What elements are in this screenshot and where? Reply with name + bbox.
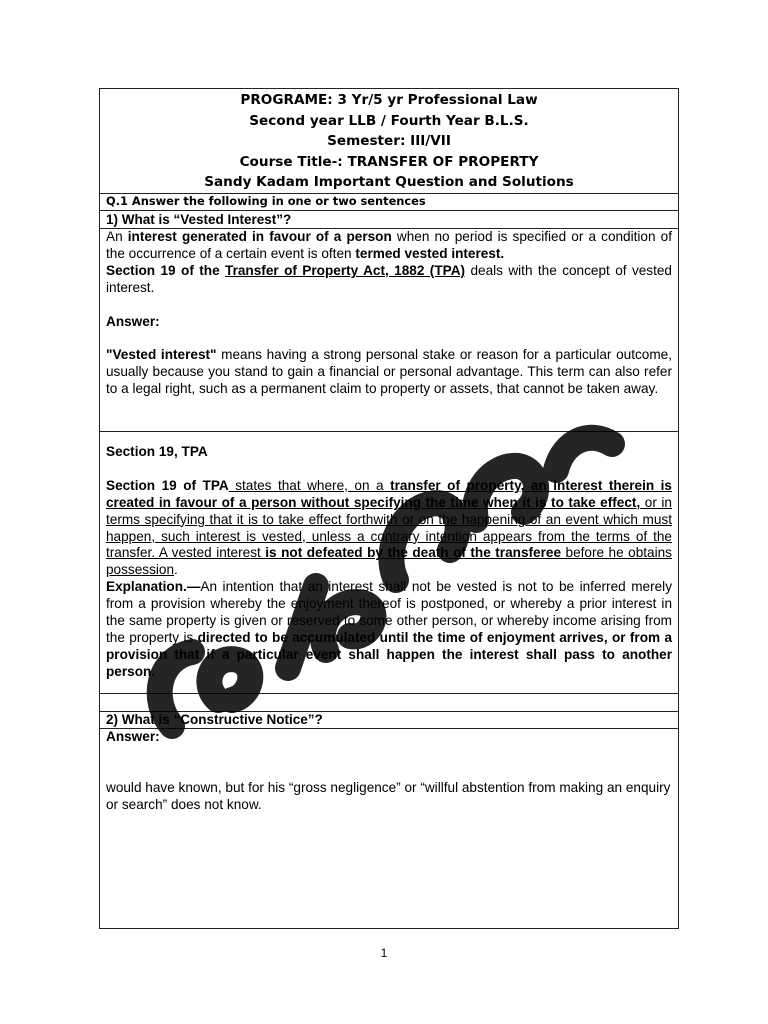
content-table bbox=[99, 88, 679, 929]
q1-instruction: Q.1 Answer the following in one or two sentences bbox=[106, 194, 426, 208]
spacer bbox=[106, 297, 672, 314]
program-title: PROGRAME: 3 Yr/5 yr Professional Law bbox=[240, 92, 538, 108]
section19-heading: Section 19, TPA bbox=[106, 444, 208, 459]
header-block bbox=[100, 89, 678, 193]
spacer bbox=[106, 461, 672, 478]
section19-block bbox=[100, 444, 678, 694]
question1-title: 1) What is “Vested Interest”? bbox=[106, 212, 292, 227]
vested-interest-definition: "Vested interest" means having a strong personal stake or reason for a particular outcome, usually because you stand to gain a financial or personal advantage. This term can also refer to a legal right, such as a permanent claim to property or assets, that cannot be taken away. bbox=[106, 347, 672, 397]
section19-explanation: Explanation.—An intention that an interest shall not be vested is not to be inferred merely from a provision whereby the enjoyment thereof is postponed, or whereby a prior interest in the same property is given or reserved to some other person, or whereby income arising from the property is directed to be accumulated until the time of enjoyment arrives, or from a provision that if a particular event shall happen the interest shall pass to another person. bbox=[106, 579, 673, 679]
page-number: 1 bbox=[380, 946, 388, 960]
question2-body bbox=[100, 729, 678, 929]
author-line: Sandy Kadam Important Question and Solutions bbox=[204, 174, 574, 191]
constructive-notice-text: would have known, but for his “gross negligence” or “willful abstention from making an enquiry or search” does not know. bbox=[106, 779, 671, 812]
section19-text: Section 19 of TPA states that where, on a transfer of property, an interest therein is created in favour of a person without specifying the time when it is to take effect, or in terms specifying that it is to take effect forthwith or on the happening of an event which must happen, such interest is vested, unless a contrary intention appears from the terms of the transfer. A vested interest is not defeated by the death of the transferee before he obtains possession. bbox=[106, 477, 672, 578]
course-title: Course Title-: TRANSFER OF PROPERTY bbox=[239, 153, 539, 170]
row-divider bbox=[100, 693, 678, 694]
question2-answer-label: Answer: bbox=[106, 729, 160, 744]
semester-line: Semester: III/VII bbox=[327, 133, 451, 150]
question2-title: 2) What is “Constructive Notice”? bbox=[106, 712, 323, 727]
question1-intro: An interest generated in favour of a person when no period is specified or a condition of the occurrence of a certain event is often termed vested interest. bbox=[106, 229, 672, 261]
question1-body bbox=[100, 229, 678, 431]
answer-label: Answer: bbox=[106, 313, 160, 329]
tpa-act-name: Transfer of Property Act, 1882 (TPA) bbox=[225, 262, 466, 278]
row-divider bbox=[100, 431, 678, 432]
year-line: Second year LLB / Fourth Year B.L.S. bbox=[249, 112, 529, 129]
section-reference: Section 19 of the Transfer of Property Act, 1882 (TPA) deals with the concept of vested interest. bbox=[106, 262, 672, 295]
spacer bbox=[106, 330, 672, 347]
spacer bbox=[106, 746, 672, 780]
